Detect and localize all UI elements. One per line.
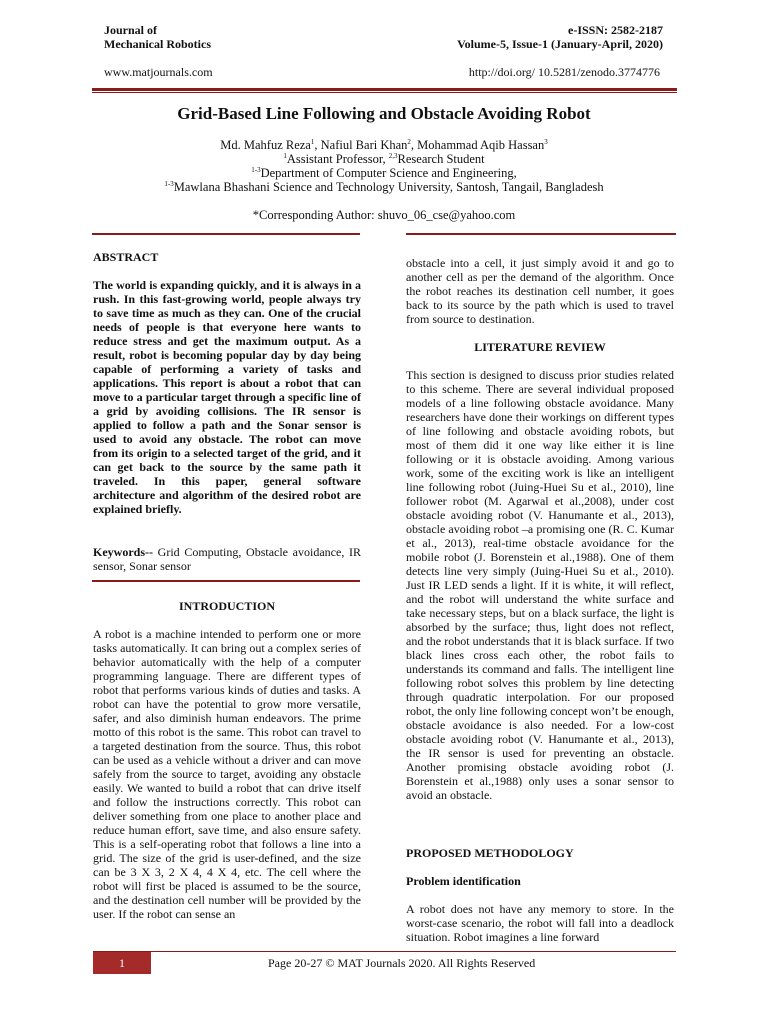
issn: e-ISSN: 2582-2187 [568,23,663,37]
header-rule-thick [92,88,677,91]
introduction-heading: INTRODUCTION [178,599,275,613]
literature-review-heading: LITERATURE REVIEW [474,340,606,354]
abstract-end-rule [92,580,360,582]
keywords-list: Grid Computing, Obstacle avoidance, IR sensor, Sonar sensor [93,545,361,573]
journal-name-line1: Journal of [104,23,158,37]
introduction-body: A robot is a machine intended to perform one or more tasks automatically. It can bring out a complex series of behavior automatically with the help of a computer programming language. There are different types of robot that performs various kinds of duties and tasks. A robot can have the potential to grow more versatile, safer, and also diminish human endeavors. The prime motto of this robot is the same. This robot can travel to a targeted destination from the source. Thus, this robot can be used as a vehicle without a driver and can move safely from the source to target, avoiding any obstacle easily. We wanted to build a robot that can drive itself and follow the instructions correctly. This robot can deliver something from one place to another place and reduce human effort, save time, and also ensure safety. This is a self-operating robot that follows a line into a grid. The size of the grid is user-defined, and the size can be 3 X 3, 2 X 4, 4 X 4, etc. The cell where the robot will first be placed is assumed to be the source, and the destination cell number will be provided by the user. If the robot can sense an [93,627,361,921]
page-number: 1 [93,952,151,974]
left-column-rule [92,233,360,235]
abstract-body: The world is expanding quickly, and it is always in a rush. In this fast-growing world, people always try to save time as much as they can. One of the crucial needs of people is that everyone here wants to reduce stress and get the maximum output. As a result, robot is becoming popular day by day being capable of performing a variety of tasks and applications. This report is about a robot that can move to a particular target through a specific line of a grid by avoiding collisions. The IR sensor is applied to follow a path and the Sonar sensor is used to avoid any obstacle. The robot can move from its origin to a selected target of the grid, and it can get back to the source by the same path it traveled. In this paper, general software architecture and algorithm of the desired robot are explained briefly. [93,278,361,516]
header-rule-thin [92,92,677,93]
keywords-label: Keywords-- [93,545,153,559]
author-2-affiliation-mark: 2 [407,138,411,146]
university-mark: 1-3 [164,180,174,188]
author-1-affiliation-mark: 1 [310,138,315,146]
proposed-methodology-heading: PROPOSED METHODOLOGY [406,846,574,860]
role-2: Research Student [397,152,485,166]
author-2: , Nafiul Bari Khan [314,138,408,152]
literature-review-body: This section is designed to discuss prior studies related to this scheme. There are several individual proposed models of a line following obstacle avoidance. Many researchers have done their workings on different types of line following and obstacle avoiding robots, but most of them did it one way like either it is line following or it is obstacle avoiding. Among various work, some of the exciting work is like an intelligent line following robot (Juing-Huei Su et al., 2010), line follower robot (M. Agarwal et al.,2008), under cost obstacle avoiding robot (V. Hanumante et al., 2013), obstacle avoiding robot –a promising one (R. C. Kumar et al., 2013), real-time obstacle avoidance for the mobile robot (J. Borenstein et al.,1988). One of them detects line very simply (Juing-Huei Su et al., 2010). Just IR LED sends a light. If it is white, it will reflect, and the robot will understand the white surface and take necessary steps, but on a black surface, the light is absorbed by the surface; thus, light does not reflect, and the robot understands that it is black surface. If two black lines cross each other, the robot fails to understands its command and falls. The intelligent line following robot solves this problem by line detecting through quadratic interpolation. For our proposed robot, the only line following concept won’t be enough, obstacle avoidance is also needed. For a low-cost obstacle avoiding robot (V. Hanumante et al., 2013), the IR sensor is used for preventing an obstacle. Another promising obstacle avoiding robot (J. Borenstein et al.,1988) only uses a sonar sensor to avoid an obstacle. [406,368,674,802]
department-name: Department of Computer Science and Engineering, [260,166,517,180]
university-name: Mawlana Bhashani Science and Technology University, Santosh, Tangail, Bangladesh [173,180,604,194]
keywords [93,545,361,573]
journal-website-link[interactable]: www.matjournals.com [104,65,213,79]
department-mark: 1-3 [251,166,261,174]
abstract-heading: ABSTRACT [93,250,159,264]
problem-identification-body: A robot does not have any memory to store. In the worst-case scenario, the robot will fall into a deadlock situation. Robot imagines a line forward [406,902,674,944]
author-3-affiliation-mark: 3 [544,138,548,146]
corresponding-author: *Corresponding Author: shuvo_06_cse@yahoo.com [252,208,516,222]
doi-link[interactable]: http://doi.org/ 10.5281/zenodo.3774776 [468,65,660,79]
author-1: Md. Mahfuz Reza [220,138,311,152]
problem-identification-heading: Problem identification [406,874,521,888]
introduction-continued: obstacle into a cell, it just simply avoid it and go to another cell as per the demand of the algorithm. Once the robot reaches its destination cell number, it goes back to its source by the path which is used to travel from source to destination. [406,256,674,326]
role-mark-2: 2,3 [388,152,398,160]
volume-issue: Volume-5, Issue-1 (January-April, 2020) [457,37,663,51]
university [0,180,768,194]
role-mark-1: 1 [283,152,287,160]
author-list [0,138,768,152]
department [0,166,768,180]
author-roles [0,152,768,166]
footer-rule [93,951,676,952]
footer-copyright: Page 20-27 © MAT Journals 2020. All Rights Reserved [268,956,536,970]
right-column-rule [406,233,676,235]
paper-title: Grid-Based Line Following and Obstacle Avoiding Robot [177,104,591,123]
author-3: , Mohammad Aqib Hassan [410,138,545,152]
role-1: Assistant Professor, [286,152,389,166]
journal-name-line2: Mechanical Robotics [104,37,211,51]
